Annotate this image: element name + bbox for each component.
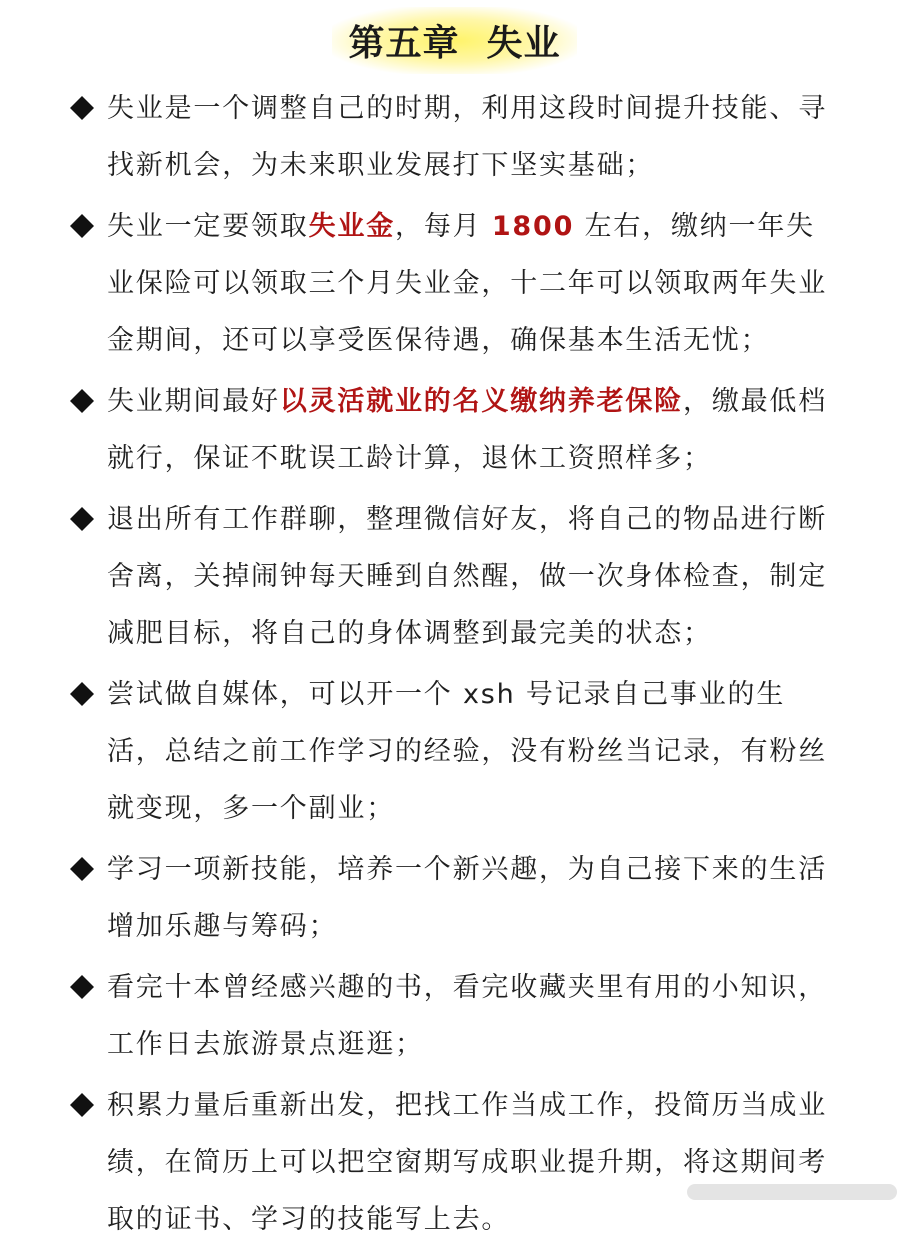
highlighted-text: 1800: [491, 211, 575, 242]
highlighted-text: 以灵活就业的名义缴纳养老保险: [279, 386, 684, 417]
text-segment: 看完十本曾经感兴趣的书，看完收藏夹里有用的小知识，工作日去旅游景点逛逛；: [107, 972, 827, 1060]
text-segment: 尝试做自媒体，可以开一个 xsh 号记录自己事业的生活，总结之前工作学习的经验，没有粉丝当记录，有粉丝就变现，多一个副业；: [107, 679, 827, 824]
text-segment: 失业期间最好: [107, 386, 280, 417]
list-item: [0, 1077, 909, 1248]
list-item: [0, 841, 909, 955]
list-item: [0, 666, 909, 837]
black-diamond-icon: [69, 856, 95, 882]
list-item-text: [107, 373, 831, 487]
text-segment: 失业是一个调整自己的时期，利用这段时间提升技能、寻找新机会，为未来职业发展打下坚实基础；: [107, 93, 827, 181]
black-diamond-icon: [69, 1092, 95, 1118]
black-diamond-icon: [69, 95, 95, 121]
list-item-text: [107, 491, 831, 662]
text-segment: ，缴最低档就行，保证不耽误工龄计算，退休工资照样多；: [107, 386, 828, 474]
text-segment: 左右，缴纳一年失业保险可以领取三个月失业金，十二年可以领取两年失业金期间，还可以享受医保待遇，确保基本生活无忧；: [107, 211, 827, 356]
list-item: [0, 80, 909, 194]
text-segment: 退出所有工作群聊，整理微信好友，将自己的物品进行断舍离，关掉闹钟每天睡到自然醒，做一次身体检查，制定减肥目标，将自己的身体调整到最完美的状态；: [107, 504, 827, 649]
list-item-text: [107, 1077, 831, 1248]
black-diamond-icon: [69, 974, 95, 1000]
list-item-text: [107, 841, 831, 955]
highlighted-text: 失业金: [308, 211, 396, 242]
list-item-text: [107, 666, 831, 837]
text-segment: 积累力量后重新出发，把找工作当成工作，投简历当成业绩，在简历上可以把空窗期写成职业提升期，将这期间考取的证书、学习的技能写上去。: [107, 1090, 827, 1235]
list-item: [0, 491, 909, 662]
black-diamond-icon: [69, 506, 95, 532]
list-item-text: [107, 198, 831, 369]
text-segment: ，每月: [395, 211, 492, 242]
black-diamond-icon: [69, 681, 95, 707]
list-item: [0, 959, 909, 1073]
text-segment: 失业一定要领取: [107, 211, 309, 242]
list-item: [0, 198, 909, 369]
black-diamond-icon: [69, 388, 95, 414]
text-segment: 学习一项新技能，培养一个新兴趣，为自己接下来的生活增加乐趣与筹码；: [107, 854, 827, 942]
title-area: [0, 0, 909, 80]
list-item: [0, 373, 909, 487]
black-diamond-icon: [69, 213, 95, 239]
list-item-text: [107, 80, 831, 194]
chapter-title: 第五章 失业: [332, 7, 576, 74]
watermark: [687, 1179, 897, 1205]
list-item-text: [107, 959, 831, 1073]
bullet-list: [0, 80, 909, 1252]
